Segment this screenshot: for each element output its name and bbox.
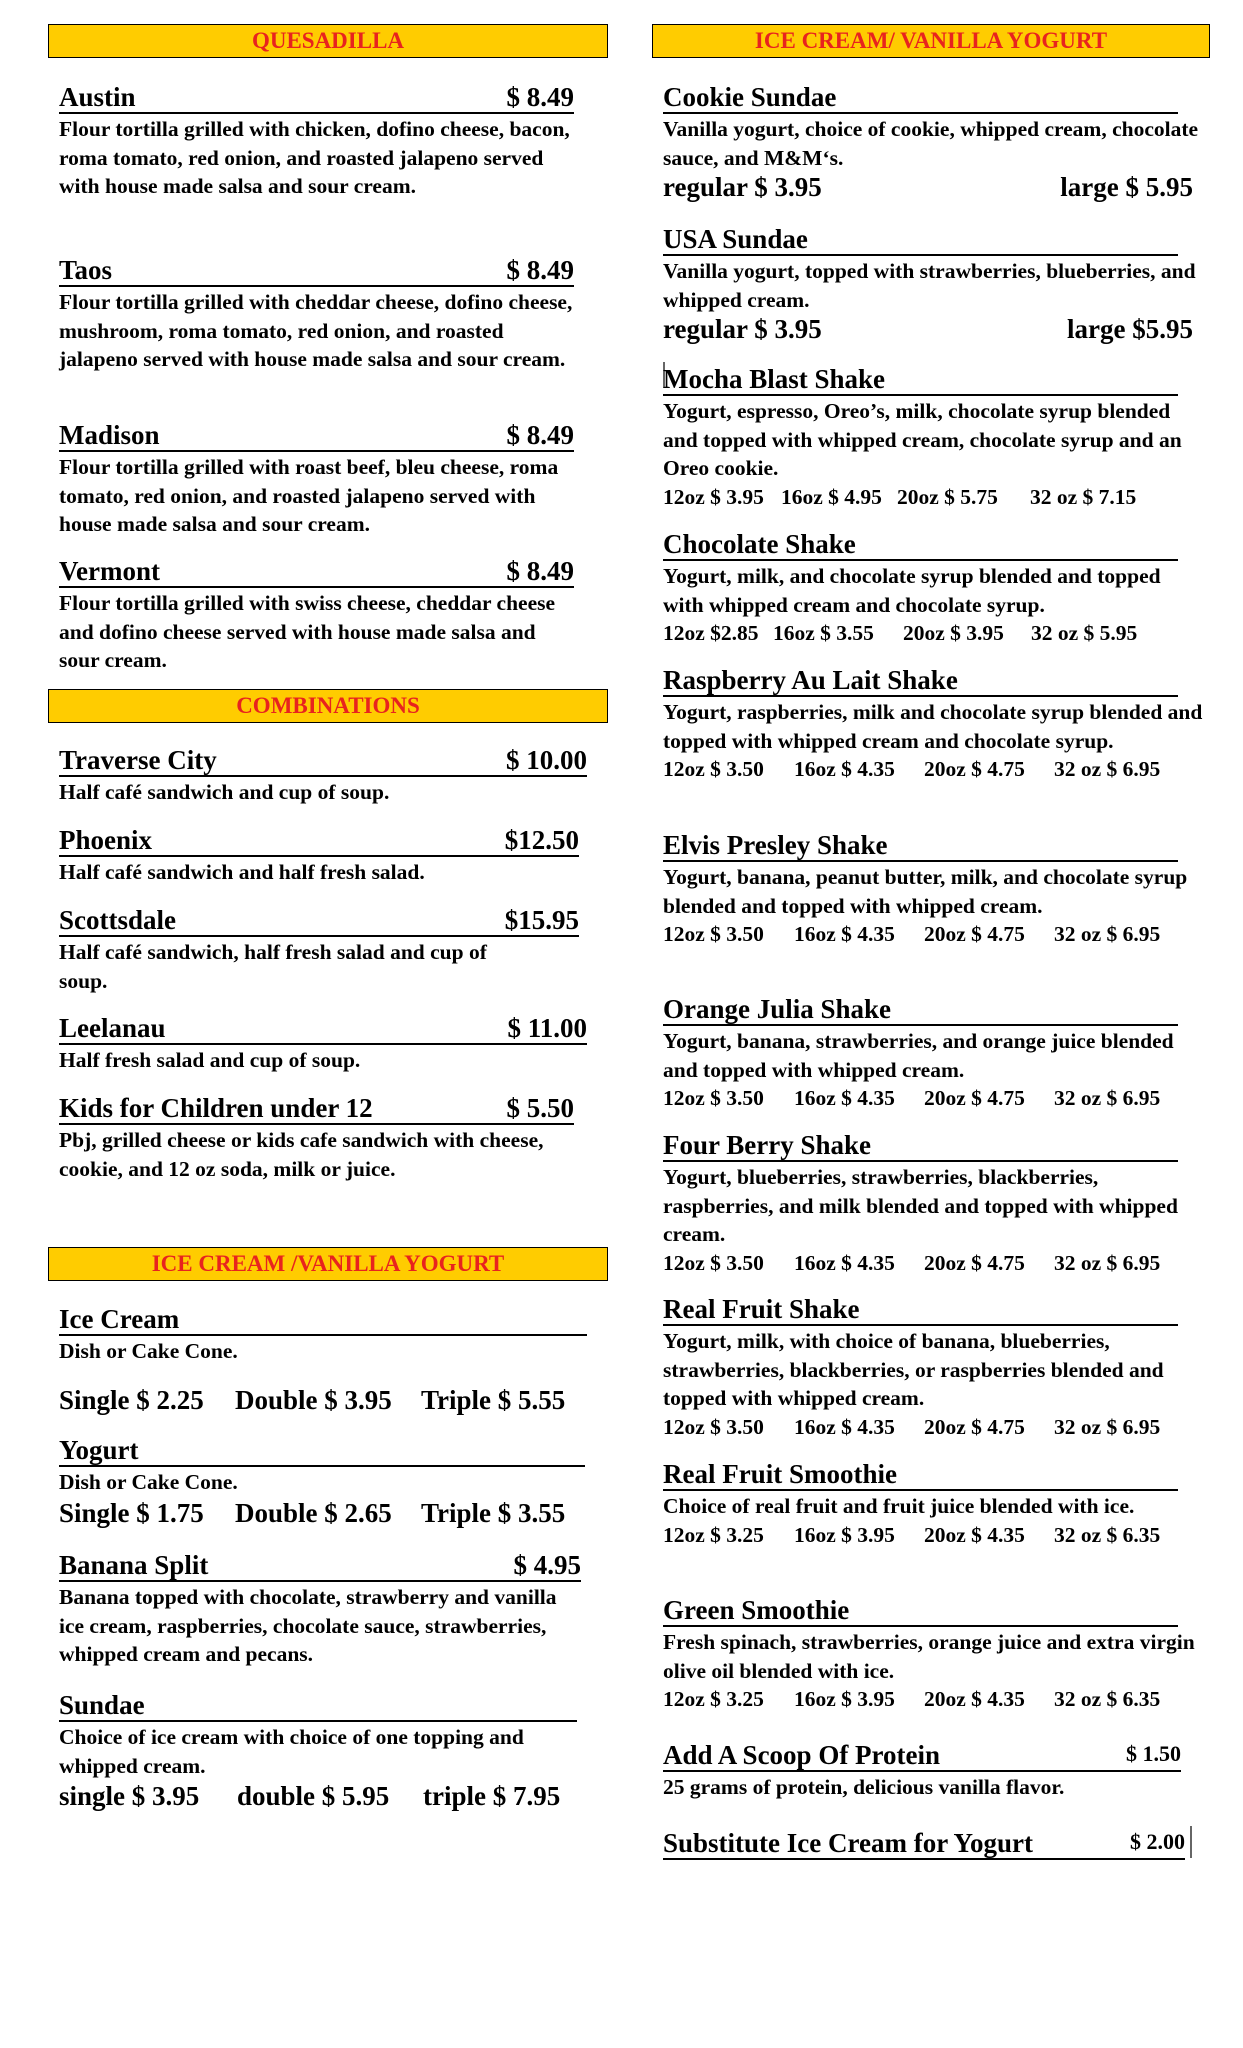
size-16oz: 16oz $ 4.35 bbox=[794, 1414, 895, 1439]
size-16oz: 16oz $ 4.35 bbox=[794, 757, 895, 781]
size-12oz: 12oz $ 3.25 bbox=[663, 1522, 764, 1547]
triple-price: Triple $ 3.55 bbox=[421, 1497, 566, 1528]
item-name: Traverse City bbox=[59, 745, 217, 775]
item-title-row bbox=[663, 1736, 1181, 1772]
item-price: $ 8.49 bbox=[506, 556, 574, 586]
menu-item bbox=[59, 1300, 587, 1416]
item-description: Pbj, grilled cheese or kids cafe sandwich with cheese, cookie, and 12 oz soda, milk or juice. bbox=[59, 1128, 544, 1181]
size-32oz: 32 oz $ 6.35 bbox=[1054, 1522, 1161, 1547]
size-options bbox=[663, 172, 1193, 204]
size-16oz: 16oz $ 3.95 bbox=[794, 1522, 895, 1547]
menu-item bbox=[663, 220, 1203, 346]
item-title-row bbox=[663, 990, 1178, 1026]
size-options bbox=[59, 1384, 587, 1416]
menu-item bbox=[663, 525, 1203, 647]
single-price: single $ 3.95 bbox=[59, 1781, 200, 1811]
item-title-row bbox=[59, 1300, 587, 1336]
size-prices bbox=[663, 1084, 1203, 1112]
item-title-row bbox=[663, 1126, 1178, 1162]
item-price: $ 2.00 bbox=[1130, 1829, 1185, 1854]
item-title-row bbox=[59, 741, 587, 777]
quesadilla-heading: QUESADILLA bbox=[48, 24, 608, 58]
item-name: Substitute Ice Cream for Yogurt bbox=[663, 1828, 1033, 1858]
item-name: Real Fruit Smoothie bbox=[663, 1459, 897, 1489]
single-price: Single $ 1.75 bbox=[59, 1497, 204, 1528]
item-price: $ 8.49 bbox=[506, 82, 574, 112]
triple-price: Triple $ 5.55 bbox=[421, 1384, 566, 1415]
item-title-row bbox=[59, 416, 574, 452]
size-20oz: 20oz $ 4.75 bbox=[924, 757, 1025, 781]
size-prices bbox=[663, 1249, 1203, 1277]
icecream-heading: ICE CREAM /VANILLA YOGURT bbox=[48, 1247, 608, 1281]
size-20oz: 20oz $ 4.75 bbox=[924, 1086, 1025, 1110]
combinations-heading: COMBINATIONS bbox=[48, 689, 608, 723]
menu-item bbox=[59, 741, 587, 807]
size-32oz: 32 oz $ 6.95 bbox=[1054, 1086, 1161, 1110]
item-title-row bbox=[59, 1009, 587, 1045]
size-16oz: 16oz $ 3.55 bbox=[773, 621, 874, 645]
menu-item bbox=[663, 1455, 1203, 1549]
item-name: Orange Julia Shake bbox=[663, 994, 892, 1024]
item-title-row bbox=[663, 1591, 1178, 1627]
menu-item bbox=[59, 821, 579, 887]
item-name: Green Smoothie bbox=[663, 1595, 850, 1625]
item-price: $ 10.00 bbox=[506, 745, 587, 775]
size-32oz: 32 oz $ 6.95 bbox=[1054, 1414, 1161, 1439]
size-16oz: 16oz $ 3.95 bbox=[794, 1687, 895, 1711]
item-title-row bbox=[59, 1686, 577, 1722]
item-price: $ 1.50 bbox=[1126, 1741, 1181, 1766]
double-price: double $ 5.95 bbox=[237, 1781, 390, 1811]
item-name: Austin bbox=[59, 82, 136, 112]
item-description: Fresh spinach, strawberries, orange juice and extra virgin olive oil blended with ice. bbox=[663, 1630, 1195, 1683]
menu-item bbox=[59, 1546, 581, 1669]
item-description: Vanilla yogurt, topped with strawberries, blueberries, and whipped cream. bbox=[663, 259, 1196, 312]
size-12oz: 12oz $ 3.50 bbox=[663, 1086, 764, 1110]
size-16oz: 16oz $ 4.35 bbox=[794, 1250, 895, 1275]
item-price: $ 8.49 bbox=[506, 255, 574, 285]
item-price: $ 5.50 bbox=[506, 1093, 574, 1123]
menu-item bbox=[663, 1290, 1203, 1441]
menu-item bbox=[59, 552, 579, 675]
item-description: Yogurt, banana, peanut butter, milk, and chocolate syrup blended and topped with whipped cream. bbox=[663, 865, 1188, 918]
item-description: Yogurt, espresso, Oreo’s, milk, chocolate syrup blended and topped with whipped cream, chocolate syrup and an Oreo cookie. bbox=[663, 399, 1182, 480]
single-price: Single $ 2.25 bbox=[59, 1384, 204, 1415]
item-name: Ice Cream bbox=[59, 1304, 180, 1334]
size-prices bbox=[663, 920, 1203, 948]
item-title-row bbox=[663, 1455, 1178, 1491]
size-20oz: 20oz $ 3.95 bbox=[903, 621, 1004, 645]
menu-item bbox=[59, 1009, 587, 1075]
menu-item bbox=[663, 990, 1203, 1112]
size-12oz: 12oz $2.85 bbox=[663, 621, 759, 645]
item-name: Cookie Sundae bbox=[663, 82, 837, 112]
item-name: Banana Split bbox=[59, 1550, 209, 1580]
item-description: Yogurt, milk, with choice of banana, blueberries, strawberries, blackberries, or raspberries blended and topped with whipped cream. bbox=[663, 1329, 1164, 1410]
item-description: Half café sandwich and cup of soup. bbox=[59, 780, 390, 804]
item-description: Half café sandwich, half fresh salad and cup of soup. bbox=[59, 940, 487, 993]
size-16oz: 16oz $ 4.35 bbox=[794, 1086, 895, 1110]
item-description: Half café sandwich and half fresh salad. bbox=[59, 860, 425, 884]
item-name: Mocha Blast Shake bbox=[663, 364, 886, 394]
item-description: Flour tortilla grilled with chicken, dofino cheese, bacon, roma tomato, red onion, and roasted jalapeno served with house made salsa and sour cream. bbox=[59, 117, 570, 198]
menu-item bbox=[663, 1126, 1203, 1277]
item-price: $12.50 bbox=[504, 825, 579, 855]
menu-item bbox=[59, 251, 579, 374]
menu-item bbox=[59, 1089, 579, 1183]
size-32oz: 32 oz $ 6.95 bbox=[1054, 757, 1161, 781]
item-title-row bbox=[59, 901, 579, 937]
item-title-row bbox=[59, 251, 574, 287]
item-name: Raspberry Au Lait Shake bbox=[663, 665, 958, 695]
item-title-row bbox=[663, 661, 1178, 697]
menu-item bbox=[59, 1686, 577, 1812]
size-16oz: 16oz $ 4.95 bbox=[781, 484, 882, 509]
item-name: Taos bbox=[59, 255, 113, 285]
item-title-row bbox=[663, 525, 1178, 561]
size-prices bbox=[663, 1413, 1203, 1441]
item-title-row bbox=[59, 552, 574, 588]
size-20oz: 20oz $ 4.75 bbox=[924, 1250, 1025, 1275]
size-32oz: 32 oz $ 5.95 bbox=[1031, 621, 1138, 645]
size-32oz: 32 oz $ 6.35 bbox=[1054, 1687, 1161, 1711]
item-name: USA Sundae bbox=[663, 224, 808, 254]
size-20oz: 20oz $ 4.75 bbox=[924, 922, 1025, 946]
menu-item bbox=[663, 826, 1203, 948]
size-prices bbox=[663, 483, 1203, 511]
item-name: Vermont bbox=[59, 556, 160, 586]
size-12oz: 12oz $ 3.95 bbox=[663, 484, 764, 509]
item-description: Flour tortilla grilled with swiss cheese, cheddar cheese and dofino cheese served with house made salsa and sour cream. bbox=[59, 591, 556, 672]
item-title-row bbox=[663, 826, 1178, 862]
text-cursor bbox=[1190, 1826, 1192, 1858]
item-name: Chocolate Shake bbox=[663, 529, 856, 559]
regular-price: regular $ 3.95 bbox=[663, 172, 822, 202]
large-price: large $5.95 bbox=[1067, 314, 1193, 344]
menu-item bbox=[663, 1591, 1203, 1713]
item-description: Choice of ice cream with choice of one topping and whipped cream. bbox=[59, 1725, 524, 1778]
item-description: Half fresh salad and cup of soup. bbox=[59, 1048, 361, 1072]
menu-item bbox=[663, 661, 1203, 783]
regular-price: regular $ 3.95 bbox=[663, 314, 822, 344]
size-12oz: 12oz $ 3.25 bbox=[663, 1687, 764, 1711]
size-20oz: 20oz $ 4.75 bbox=[924, 1414, 1025, 1439]
size-20oz: 20oz $ 4.35 bbox=[924, 1687, 1025, 1711]
item-price: $ 4.95 bbox=[513, 1550, 581, 1580]
menu-item bbox=[663, 1824, 1203, 1860]
size-prices bbox=[663, 1685, 1203, 1713]
item-name: Leelanau bbox=[59, 1013, 166, 1043]
item-title-row bbox=[663, 1290, 1178, 1326]
item-description: Yogurt, milk, and chocolate syrup blended and topped with whipped cream and chocolate syrup. bbox=[663, 564, 1161, 617]
size-prices bbox=[663, 755, 1203, 783]
size-prices bbox=[663, 619, 1203, 647]
item-title-row bbox=[663, 360, 1178, 396]
item-description: Flour tortilla grilled with cheddar cheese, dofino cheese, mushroom, roma tomato, red onion, and roasted jalapeno served with house made salsa and sour cream. bbox=[59, 290, 573, 371]
double-price: Double $ 2.65 bbox=[235, 1497, 392, 1528]
large-price: large $ 5.95 bbox=[1060, 172, 1193, 202]
item-description: Vanilla yogurt, choice of cookie, whipped cream, chocolate sauce, and M&M‘s. bbox=[663, 117, 1199, 170]
item-name: Scottsdale bbox=[59, 905, 176, 935]
size-32oz: 32 oz $ 7.15 bbox=[1030, 484, 1137, 509]
item-title-row bbox=[663, 220, 1178, 256]
menu-item bbox=[663, 78, 1203, 204]
item-name: Elvis Presley Shake bbox=[663, 830, 888, 860]
size-options bbox=[59, 1780, 577, 1812]
size-20oz: 20oz $ 4.35 bbox=[924, 1522, 1025, 1547]
item-name: Phoenix bbox=[59, 825, 153, 855]
size-12oz: 12oz $ 3.50 bbox=[663, 922, 764, 946]
item-title-row bbox=[663, 78, 1178, 114]
item-name: Real Fruit Shake bbox=[663, 1294, 860, 1324]
size-12oz: 12oz $ 3.50 bbox=[663, 1414, 764, 1439]
item-name: Four Berry Shake bbox=[663, 1130, 871, 1160]
item-description: Dish or Cake Cone. bbox=[59, 1470, 238, 1494]
item-title-row bbox=[59, 1089, 574, 1125]
item-price: $15.95 bbox=[504, 905, 579, 935]
item-price: $ 8.49 bbox=[506, 420, 574, 450]
item-description: Yogurt, raspberries, milk and chocolate syrup blended and topped with whipped cream and chocolate syrup. bbox=[663, 700, 1203, 753]
item-name: Add A Scoop Of Protein bbox=[663, 1740, 941, 1770]
item-name: Madison bbox=[59, 420, 160, 450]
size-options bbox=[663, 314, 1193, 346]
menu-item bbox=[59, 901, 579, 995]
item-title-row bbox=[59, 1431, 585, 1467]
item-description: Yogurt, banana, strawberries, and orange juice blended and topped with whipped cream. bbox=[663, 1029, 1174, 1082]
menu-item bbox=[59, 1431, 585, 1529]
size-16oz: 16oz $ 4.35 bbox=[794, 922, 895, 946]
size-12oz: 12oz $ 3.50 bbox=[663, 757, 764, 781]
item-title-row bbox=[59, 78, 574, 114]
size-options bbox=[59, 1497, 585, 1529]
item-title-row bbox=[59, 1546, 581, 1582]
item-name: Kids for Children under 12 bbox=[59, 1093, 373, 1123]
menu-item bbox=[59, 416, 579, 539]
double-price: Double $ 3.95 bbox=[235, 1384, 392, 1415]
item-title-row bbox=[663, 1824, 1185, 1860]
item-price: $ 11.00 bbox=[507, 1013, 587, 1043]
item-description: Banana topped with chocolate, strawberry and vanilla ice cream, raspberries, chocolate sauce, strawberries, whipped cream and pecans. bbox=[59, 1585, 557, 1666]
icecream-yogurt-heading: ICE CREAM/ VANILLA YOGURT bbox=[652, 24, 1210, 58]
size-prices bbox=[663, 1521, 1203, 1549]
size-32oz: 32 oz $ 6.95 bbox=[1054, 922, 1161, 946]
size-20oz: 20oz $ 5.75 bbox=[897, 484, 998, 509]
item-title-row bbox=[59, 821, 579, 857]
item-description: Dish or Cake Cone. bbox=[59, 1339, 238, 1363]
size-32oz: 32 oz $ 6.95 bbox=[1054, 1250, 1161, 1275]
menu-item bbox=[663, 1736, 1203, 1802]
item-description: Choice of real fruit and fruit juice blended with ice. bbox=[663, 1494, 1135, 1518]
item-description: Yogurt, blueberries, strawberries, blackberries, raspberries, and milk blended and topped with whipped cream. bbox=[663, 1165, 1178, 1246]
menu-item bbox=[663, 360, 1203, 511]
size-12oz: 12oz $ 3.50 bbox=[663, 1250, 764, 1275]
item-description: Flour tortilla grilled with roast beef, bleu cheese, roma tomato, red onion, and roasted jalapeno served with house made salsa and sour cream. bbox=[59, 455, 559, 536]
item-description: 25 grams of protein, delicious vanilla flavor. bbox=[663, 1775, 1065, 1799]
triple-price: triple $ 7.95 bbox=[423, 1781, 561, 1811]
item-name: Yogurt bbox=[59, 1435, 139, 1465]
item-name: Sundae bbox=[59, 1690, 145, 1720]
menu-item bbox=[59, 78, 579, 201]
